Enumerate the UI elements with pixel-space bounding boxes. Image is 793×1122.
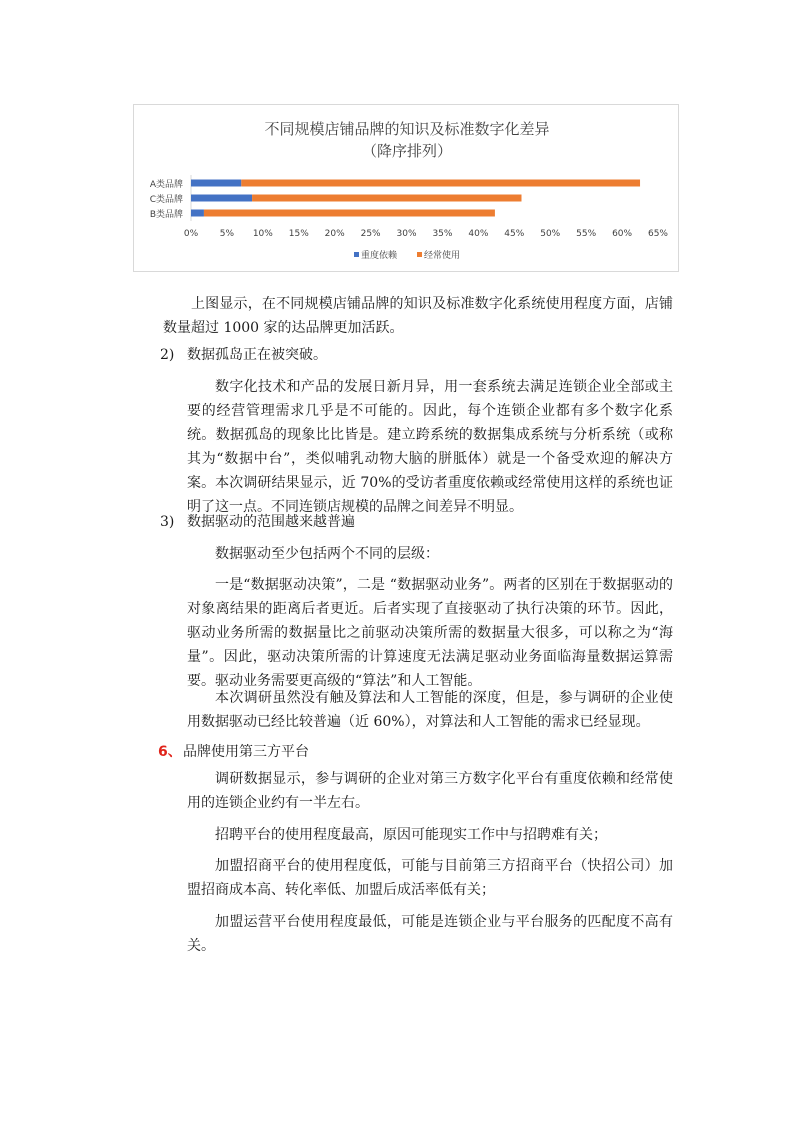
x-tick-label: 15% [288, 229, 309, 239]
bar-frequent-use [252, 195, 521, 202]
category-label: C类品牌 [149, 195, 183, 205]
x-tick-label: 60% [612, 229, 633, 239]
paragraph-chart-summary: 上图显示，在不同规模店铺品牌的知识及标准数字化系统使用程度方面，店铺数量超过 1000 家的达品牌更加活跃。 [163, 296, 673, 336]
bar-heavy-reliance [191, 180, 241, 187]
section-number: 6、 [158, 744, 182, 760]
x-tick-label: 40% [468, 229, 489, 239]
x-tick-label: 0% [183, 229, 199, 239]
bar-frequent-use [204, 210, 495, 217]
legend-swatch [354, 252, 359, 257]
section-title: 品牌使用第三方平台 [183, 744, 309, 760]
x-tick-label: 55% [576, 229, 597, 239]
category-label: A类品牌 [149, 180, 183, 190]
stacked-bar-chart [134, 105, 680, 273]
legend-label: 经常使用 [424, 251, 461, 261]
x-tick-label: 50% [540, 229, 561, 239]
paragraph-franchise-recruitment: 加盟招商平台的使用程度低，可能与目前第三方招商平台（快招公司）加盟招商成本高、转化率低、加盟后成活率低有关； [187, 858, 673, 898]
list-number: 3) [160, 514, 175, 530]
paragraph-decision-vs-business: 一是“数据驱动决策”，二是 “数据驱动业务”。两者的区别在于数据驱动的对象离结果的距离后者更近。后者实现了直接驱动了执行决策的环节。因此，驱动业务所需的数据量比之前驱动决策所需的数据量大很多，可以称之为“海量”。因此，驱动决策所需的计算速度无法满足驱动业务面临海量数据运算需要。驱动业务需要更高级的“算法”和人工智能。 [187, 577, 673, 689]
x-tick-label: 25% [360, 229, 381, 239]
legend-label: 重度依赖 [361, 251, 398, 261]
x-tick-label: 35% [432, 229, 453, 239]
list-item-title: 数据驱动的范围越来越普遍 [187, 514, 355, 530]
x-tick-label: 45% [504, 229, 525, 239]
paragraph-franchise-operations: 加盟运营平台使用程度最低，可能是连锁企业与平台服务的匹配度不高有关。 [187, 914, 673, 954]
paragraph-data-driven-levels: 数据驱动至少包括两个不同的层级： [215, 546, 439, 562]
paragraph-data-silos: 数字化技术和产品的发展日新月异，用一套系统去满足连锁企业全部或主要的经营管理需求几乎是不可能的。因此，每个连锁企业都有多个数字化系统。数据孤岛的现象比比皆是。建立跨系统的数据集成系统与分析系统（或称其为“数据中台”，类似哺乳动物大脑的胼胝体）就是一个备受欢迎的解决方案。本次调研结果显示，近 70%的受访者重度依赖或经常使用这样的系统也证明了这一点。不同连锁店规模的品牌之间差异不明显。 [187, 379, 673, 515]
chart-container [133, 104, 679, 272]
legend-swatch [417, 252, 422, 257]
bar-heavy-reliance [191, 210, 204, 217]
x-tick-label: 5% [219, 229, 235, 239]
category-label: B类品牌 [149, 210, 183, 220]
x-tick-label: 20% [324, 229, 345, 239]
bar-frequent-use [241, 180, 640, 187]
x-tick-label: 65% [647, 229, 669, 239]
paragraph-third-party-usage: 调研数据显示，参与调研的企业对第三方数字化平台有重度依赖和经常使用的连锁企业约有一半左右。 [187, 771, 673, 811]
chart-title: 不同规模店铺品牌的知识及标准数字化差异 [264, 120, 550, 138]
x-tick-label: 30% [396, 229, 417, 239]
list-item-title: 数据孤岛正在被突破。 [187, 347, 327, 363]
list-number: 2) [160, 347, 175, 363]
chart-subtitle: （降序排列） [361, 142, 453, 160]
paragraph-recruitment: 招聘平台的使用程度最高，原因可能现实工作中与招聘难有关； [215, 827, 607, 843]
paragraph-survey-findings: 本次调研虽然没有触及算法和人工智能的深度，但是，参与调研的企业使用数据驱动已经比较普遍（近 60%），对算法和人工智能的需求已经显现。 [187, 690, 673, 730]
x-tick-label: 10% [252, 229, 273, 239]
bar-heavy-reliance [191, 195, 252, 202]
